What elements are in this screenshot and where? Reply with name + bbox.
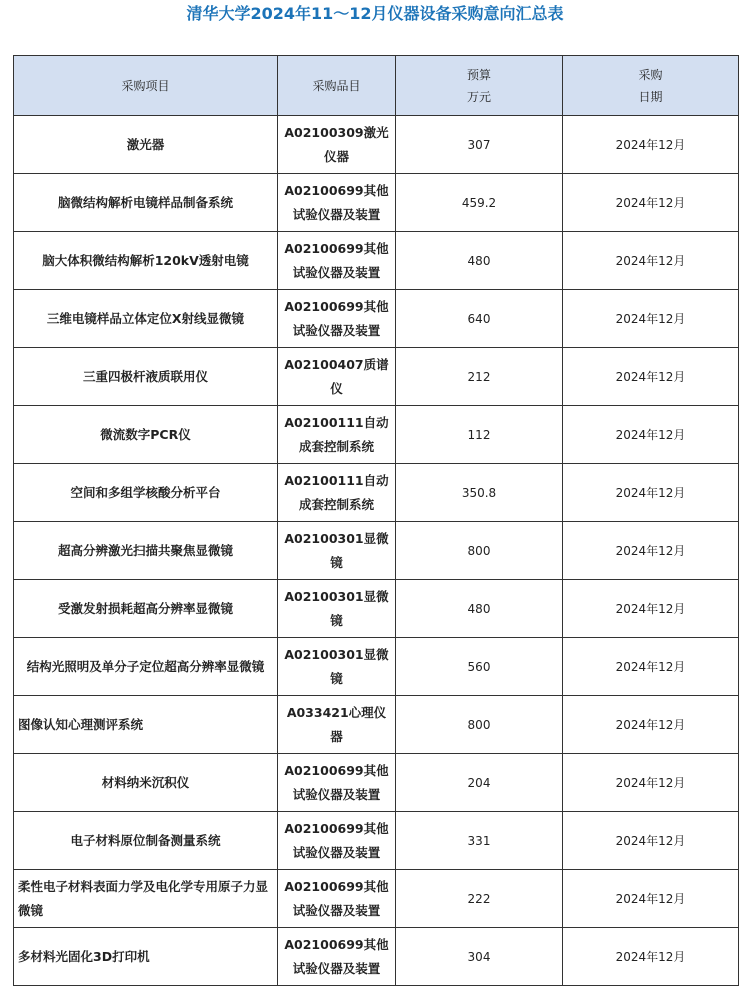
- cell-budget: 480: [396, 232, 563, 290]
- cell-category: A02100699其他试验仪器及装置: [278, 754, 396, 812]
- cell-category: A02100699其他试验仪器及装置: [278, 232, 396, 290]
- cell-project: 激光器: [14, 116, 278, 174]
- cell-project: 材料纳米沉积仪: [14, 754, 278, 812]
- procurement-table: [13, 55, 739, 986]
- cell-category: A02100699其他试验仪器及装置: [278, 290, 396, 348]
- cell-budget: 331: [396, 812, 563, 870]
- table-row: [14, 928, 739, 986]
- header-date-line1: 采购: [638, 67, 663, 82]
- cell-date: 2024年12月: [563, 232, 739, 290]
- table-row: [14, 580, 739, 638]
- cell-budget: 350.8: [396, 464, 563, 522]
- cell-budget: 304: [396, 928, 563, 986]
- header-project: 采购项目: [14, 56, 278, 116]
- cell-category: A02100699其他试验仪器及装置: [278, 928, 396, 986]
- cell-category: A02100699其他试验仪器及装置: [278, 174, 396, 232]
- table-row: [14, 696, 739, 754]
- cell-date: 2024年12月: [563, 116, 739, 174]
- cell-project: 微流数字PCR仪: [14, 406, 278, 464]
- cell-project: 结构光照明及单分子定位超高分辨率显微镜: [14, 638, 278, 696]
- table-row: [14, 870, 739, 928]
- table-row: [14, 348, 739, 406]
- page-title: 清华大学2024年11～12月仪器设备采购意向汇总表: [186, 4, 564, 23]
- cell-budget: 480: [396, 580, 563, 638]
- cell-category: A02100309激光仪器: [278, 116, 396, 174]
- table-header-row: [14, 56, 739, 116]
- cell-date: 2024年12月: [563, 696, 739, 754]
- table-row: [14, 116, 739, 174]
- header-date-line2: 日期: [638, 89, 663, 104]
- cell-date: 2024年12月: [563, 754, 739, 812]
- cell-budget: 640: [396, 290, 563, 348]
- cell-date: 2024年12月: [563, 290, 739, 348]
- cell-date: 2024年12月: [563, 348, 739, 406]
- cell-project: 空间和多组学核酸分析平台: [14, 464, 278, 522]
- cell-budget: 222: [396, 870, 563, 928]
- table-row: [14, 464, 739, 522]
- cell-date: 2024年12月: [563, 464, 739, 522]
- cell-budget: 307: [396, 116, 563, 174]
- cell-date: 2024年12月: [563, 406, 739, 464]
- cell-date: 2024年12月: [563, 870, 739, 928]
- header-date: [563, 56, 739, 116]
- cell-project: 图像认知心理测评系统: [14, 696, 278, 754]
- cell-date: 2024年12月: [563, 638, 739, 696]
- cell-category: A02100699其他试验仪器及装置: [278, 812, 396, 870]
- table-row: [14, 754, 739, 812]
- header-budget-line2: 万元: [466, 89, 491, 104]
- table-row: [14, 174, 739, 232]
- cell-project: 受激发射损耗超高分辨率显微镜: [14, 580, 278, 638]
- cell-category: A02100111自动成套控制系统: [278, 406, 396, 464]
- cell-project: 三维电镜样品立体定位X射线显微镜: [14, 290, 278, 348]
- cell-project: 多材料光固化3D打印机: [14, 928, 278, 986]
- cell-category: A02100407质谱仪: [278, 348, 396, 406]
- cell-budget: 212: [396, 348, 563, 406]
- cell-category: A033421心理仪器: [278, 696, 396, 754]
- table-row: [14, 290, 739, 348]
- cell-budget: 112: [396, 406, 563, 464]
- cell-project: 三重四极杆液质联用仪: [14, 348, 278, 406]
- cell-date: 2024年12月: [563, 580, 739, 638]
- cell-category: A02100301显微镜: [278, 638, 396, 696]
- cell-budget: 800: [396, 522, 563, 580]
- header-budget: [396, 56, 563, 116]
- cell-date: 2024年12月: [563, 812, 739, 870]
- table-row: [14, 522, 739, 580]
- table-row: [14, 406, 739, 464]
- cell-project: 电子材料原位制备测量系统: [14, 812, 278, 870]
- cell-category: A02100301显微镜: [278, 580, 396, 638]
- cell-budget: 560: [396, 638, 563, 696]
- cell-project: 超高分辨激光扫描共聚焦显微镜: [14, 522, 278, 580]
- cell-category: A02100111自动成套控制系统: [278, 464, 396, 522]
- cell-project: 脑大体积微结构解析120kV透射电镜: [14, 232, 278, 290]
- cell-category: A02100699其他试验仪器及装置: [278, 870, 396, 928]
- cell-date: 2024年12月: [563, 928, 739, 986]
- header-budget-line1: 预算: [466, 67, 491, 82]
- cell-project: 脑微结构解析电镜样品制备系统: [14, 174, 278, 232]
- cell-budget: 204: [396, 754, 563, 812]
- cell-category: A02100301显微镜: [278, 522, 396, 580]
- table-row: [14, 812, 739, 870]
- cell-budget: 800: [396, 696, 563, 754]
- cell-date: 2024年12月: [563, 174, 739, 232]
- table-row: [14, 638, 739, 696]
- header-category: 采购品目: [278, 56, 396, 116]
- cell-project: 柔性电子材料表面力学及电化学专用原子力显微镜: [14, 870, 278, 928]
- table-row: [14, 232, 739, 290]
- cell-date: 2024年12月: [563, 522, 739, 580]
- cell-budget: 459.2: [396, 174, 563, 232]
